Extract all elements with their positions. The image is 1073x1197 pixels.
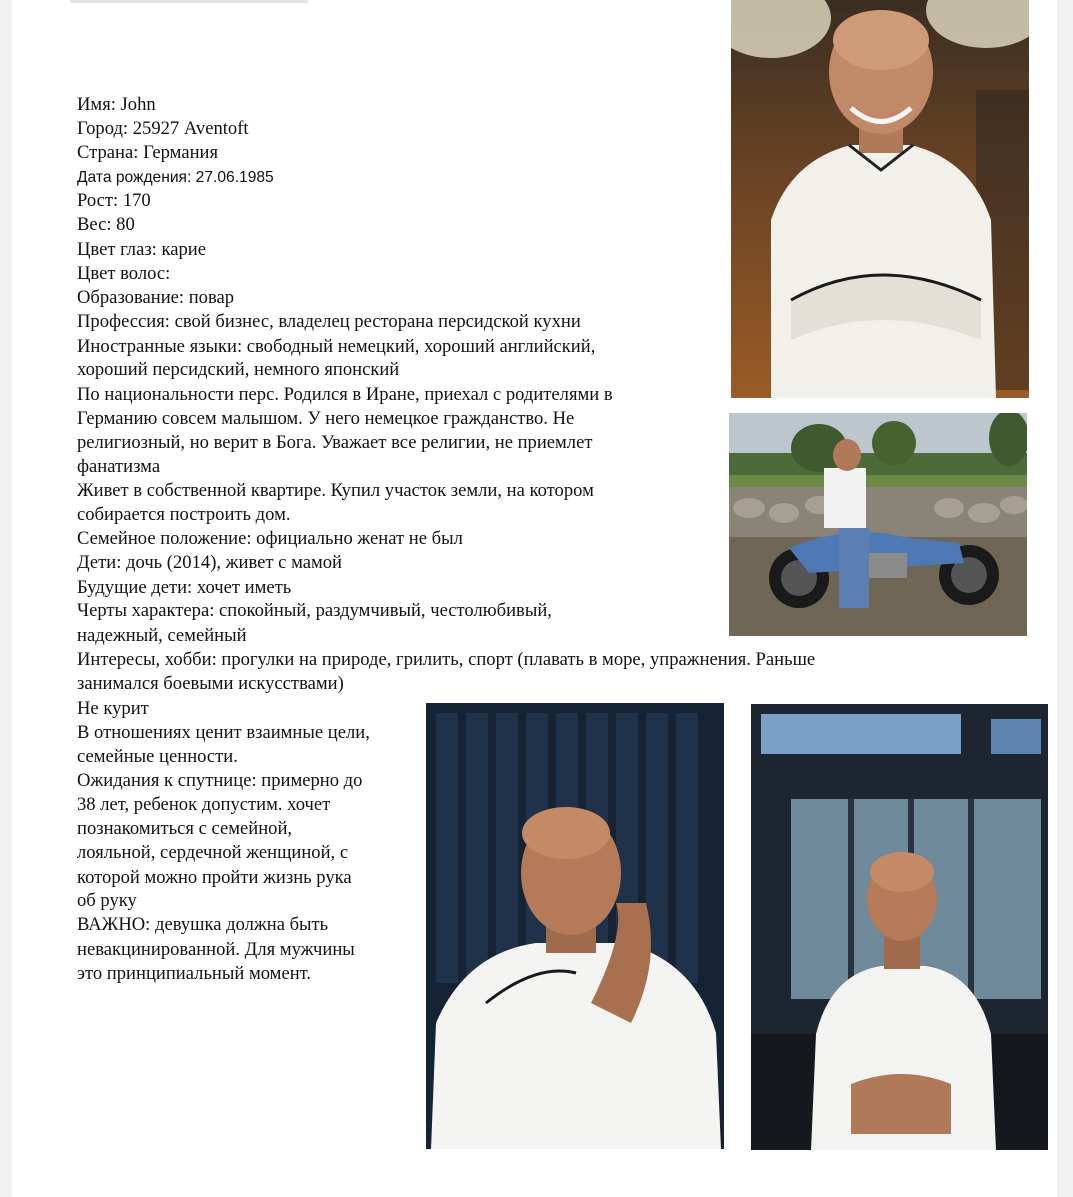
profile-expectations-2: 38 лет, ребенок допустим. хочет: [77, 794, 331, 815]
profile-hobbies-1: Интересы, хобби: прогулки на природе, грилить, спорт (плавать в море, упражнения. Раньше: [77, 649, 816, 670]
profile-birthdate: Дата рождения: 27.06.1985: [77, 169, 274, 186]
profile-country: Страна: Германия: [77, 142, 219, 163]
profile-housing-1: Живет в собственной квартире. Купил участок земли, на котором: [77, 480, 594, 501]
profile-height: Рост: 170: [77, 190, 151, 211]
profile-children: Дети: дочь (2014), живет с мамой: [77, 552, 342, 573]
profile-hobbies-2: занимался боевыми искусствами): [77, 673, 344, 694]
profile-housing-2: собирается построить дом.: [77, 504, 291, 525]
profile-expectations-5: которой можно пройти жизнь рука: [77, 867, 352, 888]
profile-languages-1: Иностранные языки: свободный немецкий, хороший английский,: [77, 336, 596, 357]
profile-smoking: Не курит: [77, 698, 149, 719]
profile-hair-color: Цвет волос:: [77, 263, 171, 284]
photo-motorcycle: [729, 413, 1027, 636]
profile-name: Имя: John: [77, 94, 156, 115]
profile-marital-status: Семейное положение: официально женат не был: [77, 528, 463, 549]
page-left-edge: [0, 0, 12, 1197]
profile-weight: Вес: 80: [77, 214, 135, 235]
page-right-edge: [1057, 0, 1073, 1197]
profile-expectations-6: об руку: [77, 890, 137, 911]
top-margin-mark: [70, 0, 308, 3]
profile-character-2: надежный, семейный: [77, 625, 247, 646]
profile-character-1: Черты характера: спокойный, раздумчивый, честолюбивый,: [77, 600, 552, 621]
profile-profession: Профессия: свой бизнес, владелец ресторана персидской кухни: [77, 311, 581, 332]
photo-restaurant-portrait: [751, 704, 1048, 1150]
profile-important-2: невакцинированной. Для мужчины: [77, 939, 355, 960]
profile-important-3: это принципиальный момент.: [77, 963, 312, 984]
photo-chef-arms-crossed: [731, 0, 1029, 398]
profile-city: Город: 25927 Aventoft: [77, 118, 249, 139]
profile-values-1: В отношениях ценит взаимные цели,: [77, 722, 370, 743]
profile-bio-2: Германию совсем малышом. У него немецкое гражданство. Не: [77, 408, 575, 429]
profile-eye-color: Цвет глаз: карие: [77, 239, 207, 260]
profile-values-2: семейные ценности.: [77, 746, 238, 767]
profile-bio-1: По национальности перс. Родился в Иране, приехал с родителями в: [77, 384, 613, 405]
profile-future-children: Будущие дети: хочет иметь: [77, 577, 292, 598]
profile-bio-4: фанатизма: [77, 456, 161, 477]
profile-bio-3: религиозный, но верит в Бога. Уважает все религии, не приемлет: [77, 432, 593, 453]
profile-education: Образование: повар: [77, 287, 235, 308]
photo-dark-portrait: [426, 703, 724, 1149]
profile-expectations-3: познакомиться с семейной,: [77, 818, 293, 839]
profile-languages-2: хороший персидский, немного японский: [77, 359, 400, 380]
profile-expectations-4: лояльной, сердечной женщиной, с: [77, 842, 349, 863]
profile-expectations-1: Ожидания к спутнице: примерно до: [77, 770, 363, 791]
profile-important-1: ВАЖНО: девушка должна быть: [77, 914, 329, 935]
